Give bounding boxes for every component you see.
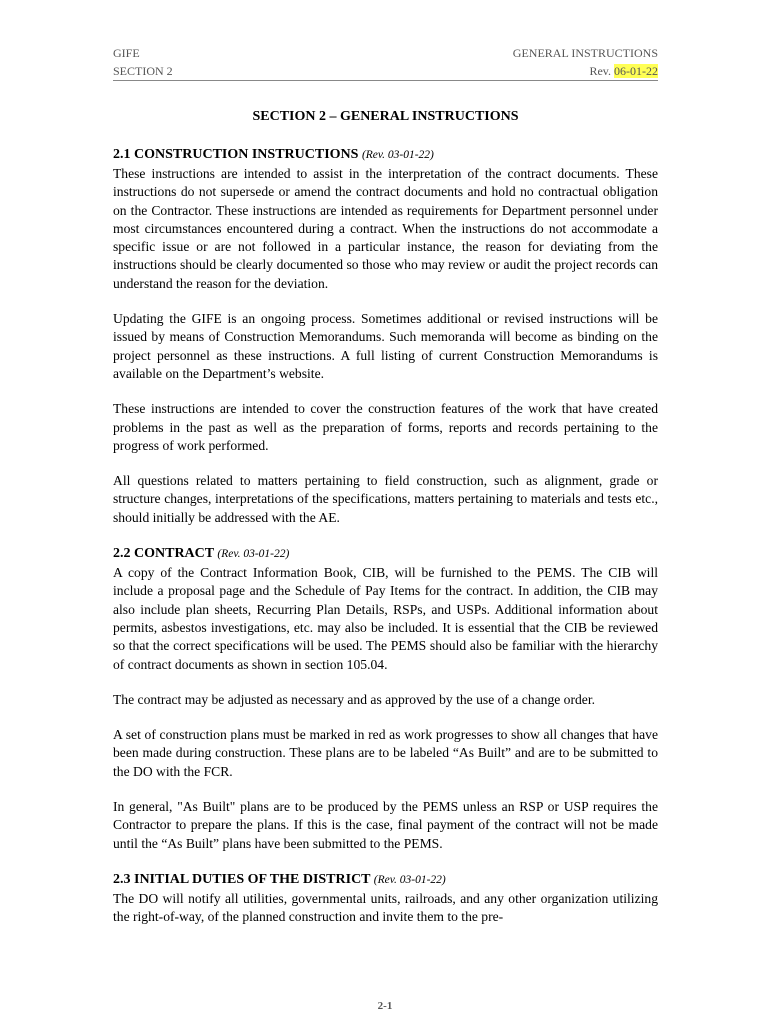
paragraph: A copy of the Contract Information Book, CIB, will be furnished to the PEMS. The CIB will include a proposal page and the Schedule of Pay Items for the contract. In addition, the CIB may also include plan sheets, Recurring Plan Details, RSPs, and USPs. Additional information about permits, asbestos investigations, etc. may also be included. It is essential that the CIB be reviewed so that the correct specifications will be used. The PEMS should also be familiar with the hierarchy of contract documents as shown in section 105.04. (113, 565, 658, 672)
section-heading-2-2 (113, 544, 658, 564)
section-revision: (Rev. 03-01-22) (361, 149, 434, 161)
paragraph: Updating the GIFE is an ongoing process. Sometimes additional or revised instructions will be issued by means of Construction Memorandums. Such memoranda will become as binding on the project personnel as these instructions. A full listing of current Construction Memorandums is available on the Department’s website. (113, 311, 658, 381)
header-section-title: GENERAL INSTRUCTIONS (512, 46, 658, 60)
section-heading-text: 2.2 CONTRACT (113, 546, 214, 562)
section-revision: (Rev. 03-01-22) (217, 548, 290, 561)
document-page (113, 44, 658, 927)
header-rev-label: Rev. (589, 64, 614, 78)
paragraph: These instructions are intended to cover the construction features of the work that have created problems in the past as well as the preparation of forms, reports and records pertaining to the progress of work performed. (113, 401, 658, 453)
section-heading-text: 2.1 CONSTRUCTION INSTRUCTIONS (113, 147, 359, 162)
running-header-line2 (113, 62, 658, 81)
paragraph: The DO will notify all utilities, governmental units, railroads, and any other organization utilizing the right-of-way, of the planned construction and invite them to the pre- (113, 890, 658, 925)
header-section-number: SECTION 2 (113, 64, 173, 78)
page-title: SECTION 2 – GENERAL INSTRUCTIONS (252, 109, 519, 124)
section-revision: (Rev. 03-01-22) (373, 873, 446, 886)
paragraph: All questions related to matters pertaining to field construction, such as alignment, grade or structure changes, interpretations of the specifications, matters pertaining to materials and tests etc., should initially be addressed with the AE. (113, 473, 658, 525)
header-revision (589, 62, 658, 80)
header-rev-date-highlight: 06-01-22 (614, 64, 658, 78)
section-heading-2-1 (113, 145, 658, 165)
section-heading-text: 2.3 INITIAL DUTIES OF THE DISTRICT (113, 871, 371, 887)
paragraph: These instructions are intended to assist in the interpretation of the contract documents. These instructions do not supersede or amend the contract documents and hold no contractual obligation on the Contractor. These instructions are intended as requirements for Department personnel under most circumstances encountered during a contract. When the instructions do not accommodate a specific issue or are not followed in a particular instance, the reason for deviating from the instructions should be clearly documented so those who may review or audit the project records can understand the reason for the deviation. (113, 166, 658, 291)
header-doc-name: GIFE (113, 46, 140, 60)
section-heading-2-3 (113, 870, 658, 890)
paragraph: In general, "As Built" plans are to be produced by the PEMS unless an RSP or USP requires the Contractor to prepare the plans. If this is the case, final payment of the contract will not be made until the “As Built” plans have been submitted to the PEMS. (113, 799, 658, 851)
paragraph: The contract may be adjusted as necessary and as approved by the use of a change order. (113, 691, 596, 707)
page-number: 2-1 (377, 1000, 393, 1012)
running-header-line1 (113, 44, 658, 62)
paragraph: A set of construction plans must be marked in red as work progresses to show all changes that have been made during construction. These plans are to be labeled “As Built” and are to be submitted to the DO with the FCR. (113, 727, 658, 779)
